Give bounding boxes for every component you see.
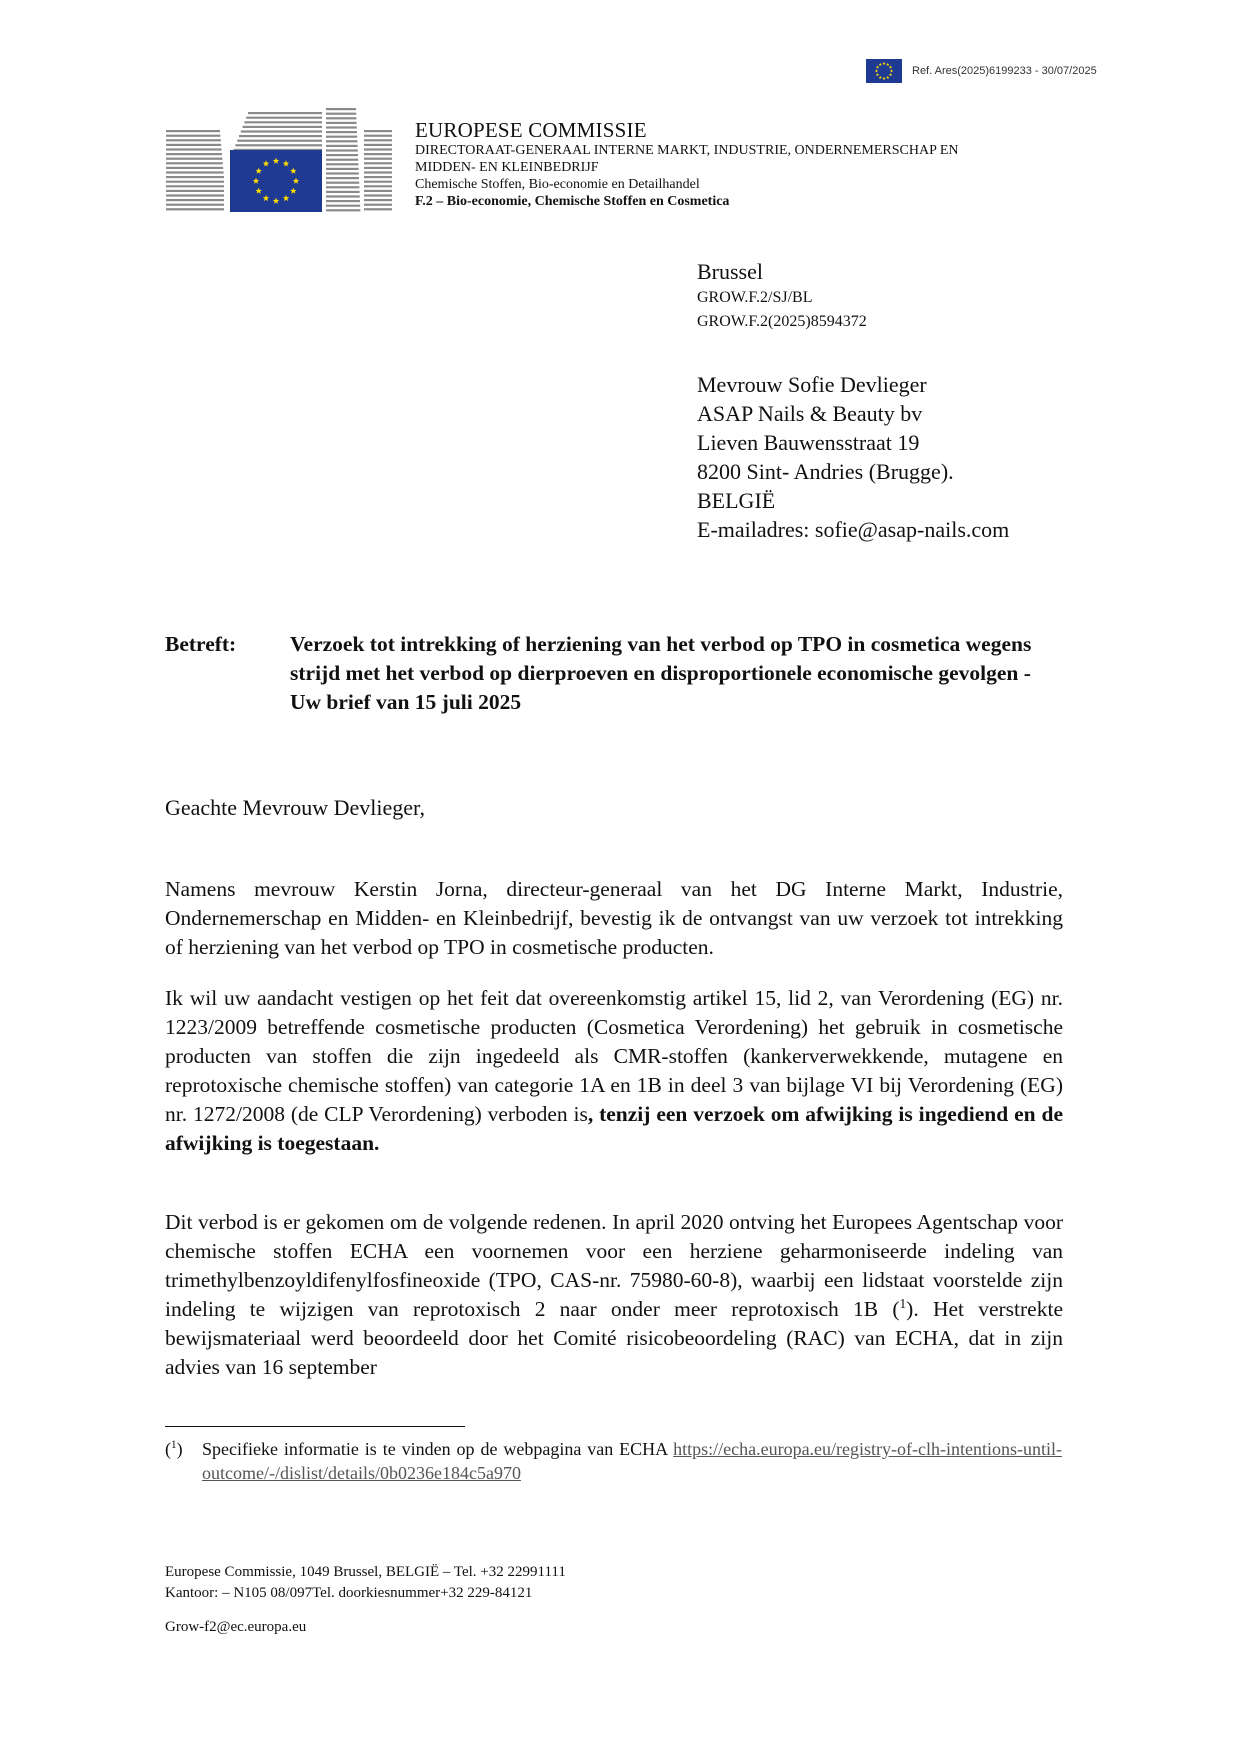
addressee-email: E-mailadres: sofie@asap-nails.com (697, 517, 1010, 542)
logo-line (326, 182, 359, 184)
logo-line (364, 171, 392, 173)
footnote-number-sup: 1 (171, 1439, 177, 1451)
logo-line (326, 122, 357, 124)
logo-line (248, 112, 322, 114)
logo-line (364, 199, 392, 201)
logo-line (364, 208, 392, 210)
logo-line (326, 145, 358, 147)
logo-line (166, 171, 224, 173)
logo-line (364, 194, 392, 196)
logo-line (166, 148, 222, 150)
reference-code-2: GROW.F.2(2025)8594372 (697, 313, 867, 330)
directorate-name: Chemische Stoffen, Bio-economie en Detailhandel (415, 177, 700, 192)
european-commission-logo (166, 104, 392, 222)
paragraph-1: Namens mevrouw Kerstin Jorna, directeur-generaal van het DG Interne Markt, Industrie, Ondernemerschap en Midden- en Kleinbedrijf, bevestig ik de ontvangst van uw verzoek tot intrekking of herziening van het verbod op TPO in cosmetische producten. (165, 877, 1063, 959)
logo-line (364, 167, 392, 169)
footnote-paren-close: ) (176, 1439, 183, 1459)
organisation-name: EUROPESE COMMISSIE (415, 118, 647, 142)
footnote-link[interactable]: https://echa.europa.eu/registry-of-clh-intentions-until-outcome/-/dislist/details/0b0236e184c5a970 (202, 1439, 1062, 1483)
logo-line (364, 153, 392, 155)
addressee-city: 8200 Sint- Andries (Brugge). (697, 459, 954, 484)
logo-line (326, 168, 359, 170)
footnote-body (202, 1437, 1062, 1485)
logo-line (166, 181, 224, 183)
logo-line (166, 130, 220, 132)
dg-name-line2: MIDDEN- EN KLEINBEDRIJF (415, 160, 599, 175)
logo-line (326, 163, 358, 165)
paragraph-2-bold: , tenzij een verzoek om afwijking is ingediend en de afwijking is toegestaan. (165, 1102, 1063, 1155)
footnote-reference[interactable]: 1 (899, 1295, 907, 1311)
footnote-separator (165, 1426, 465, 1427)
footer-address: Europese Commissie, 1049 Brussel, BELGIË – Tel. +32 22991111 (165, 1564, 566, 1580)
logo-line (239, 135, 322, 137)
addressee-street: Lieven Bauwensstraat 19 (697, 430, 920, 455)
logo-line (364, 135, 392, 137)
logo-line (364, 185, 392, 187)
footnote-paren-open: ( (165, 1439, 171, 1459)
ares-ref-text: Ref. Ares(2025)6199233 - 30/07/2025 (912, 65, 1097, 77)
logo-line (326, 131, 357, 133)
logo-line (364, 148, 392, 150)
logo-line (364, 204, 392, 206)
logo-line (364, 139, 392, 141)
logo-line (364, 176, 392, 178)
addressee-country: BELGIË (697, 488, 776, 513)
logo-line (166, 135, 220, 137)
addressee-company: ASAP Nails & Beauty bv (697, 401, 923, 426)
letterhead (415, 118, 1105, 210)
logo-line (243, 126, 322, 128)
footer-office: Kantoor: – N105 08/097Tel. doorkiesnummer+32 229-84121 (165, 1585, 533, 1601)
logo-line (364, 130, 392, 132)
logo-line (166, 158, 222, 160)
logo-line (244, 121, 322, 123)
salutation: Geachte Mevrouw Devlieger, (165, 795, 425, 820)
page-footer (165, 1562, 566, 1604)
reference-block (697, 258, 1117, 334)
unit-name: F.2 – Bio-economie, Chemische Stoffen en Cosmetica (415, 194, 730, 209)
logo-line (326, 113, 356, 115)
addressee-name: Mevrouw Sofie Devlieger (697, 372, 927, 397)
logo-line (166, 194, 224, 196)
logo-line (364, 144, 392, 146)
footer-email: Grow-f2@ec.europa.eu (165, 1619, 307, 1635)
logo-line (166, 190, 224, 192)
logo-line (241, 130, 322, 132)
logo-line (166, 204, 224, 206)
logo-line (326, 117, 356, 119)
paragraph-3-text-a: Dit verbod is er gekomen om de volgende redenen. In april 2020 ontving het Europees Agentschap voor chemische stoffen ECHA een voornemen voor een herziene geharmoniseerde indeling van trimethylbenzoyldifenylfosfineoxide (TPO, CAS-nr. 75980-60-8), waarbij een lidstaat voorstelde zijn indeling te wijzigen van reprotoxisch 2 naar onder meer reprotoxisch 1B ( (165, 1210, 1063, 1321)
footnote-number (165, 1437, 183, 1461)
logo-line (326, 172, 359, 174)
paragraph-2 (165, 984, 1063, 1158)
logo-line (326, 126, 357, 128)
logo-line (246, 117, 322, 119)
eu-flag-icon (866, 59, 902, 83)
logo-line (166, 144, 221, 146)
logo-line (166, 208, 224, 210)
logo-line (166, 153, 222, 155)
subject-text: Verzoek tot intrekking of herziening van het verbod op TPO in cosmetica wegens strijd met het verbod op dierproeven en disproportionele economische gevolgen - Uw brief van 15 juli 2025 (290, 632, 1032, 714)
logo-line (364, 162, 392, 164)
logo-line (235, 144, 322, 146)
logo-line (166, 199, 224, 201)
logo-line (326, 186, 359, 188)
logo-line (326, 159, 358, 161)
logo-line (364, 181, 392, 183)
footnote-text: Specifieke informatie is te vinden op de webpagina van ECHA (202, 1439, 674, 1459)
logo-line (166, 167, 223, 169)
logo-line (326, 191, 360, 193)
reference-code-1: GROW.F.2/SJ/BL (697, 289, 813, 306)
paragraph-3 (165, 1208, 1063, 1382)
ares-reference-stamp (866, 58, 1097, 84)
paragraph-2-text: Ik wil uw aandacht vestigen op het feit dat overeenkomstig artikel 15, lid 2, van Verordening (EG) nr. 1223/2009 betreffende cosmetische producten (Cosmetica Verordening) het gebruik in cosmetische producten van stoffen die zijn ingedeeld als CMR-stoffen (kankerverwekkende, mutagene en reprotoxische chemische stoffen) van categorie 1A en 1B in deel 3 van bijlage VI bij Verordening (EG) nr. 1272/2008 (de CLP Verordening) verboden is (165, 986, 1063, 1126)
logo-line (166, 139, 221, 141)
logo-line (166, 162, 223, 164)
logo-line (326, 200, 360, 202)
logo-line (326, 195, 360, 197)
logo-line (326, 154, 358, 156)
logo-line (166, 185, 224, 187)
logo-line (237, 140, 322, 142)
logo-line (364, 190, 392, 192)
place: Brussel (697, 259, 763, 284)
logo-line (364, 158, 392, 160)
logo-line (326, 205, 360, 207)
logo-line (326, 136, 357, 138)
addressee-block (697, 370, 1137, 544)
logo-line (326, 108, 356, 110)
subject-label: Betreft: (165, 632, 237, 656)
logo-line (326, 149, 358, 151)
logo-line (326, 140, 357, 142)
dg-name-line1: DIRECTORAAT-GENERAAL INTERNE MARKT, INDUSTRIE, ONDERNEMERSCHAP EN (415, 143, 959, 158)
paragraph-3-text-b: ). Het verstrekte bewijsmateriaal werd beoordeeld door het Comité risicobeoordeling (RAC) van ECHA, dat in zijn advies van 16 september (165, 1297, 1063, 1379)
logo-line (326, 209, 360, 211)
logo-line (166, 176, 224, 178)
logo-line (326, 177, 359, 179)
